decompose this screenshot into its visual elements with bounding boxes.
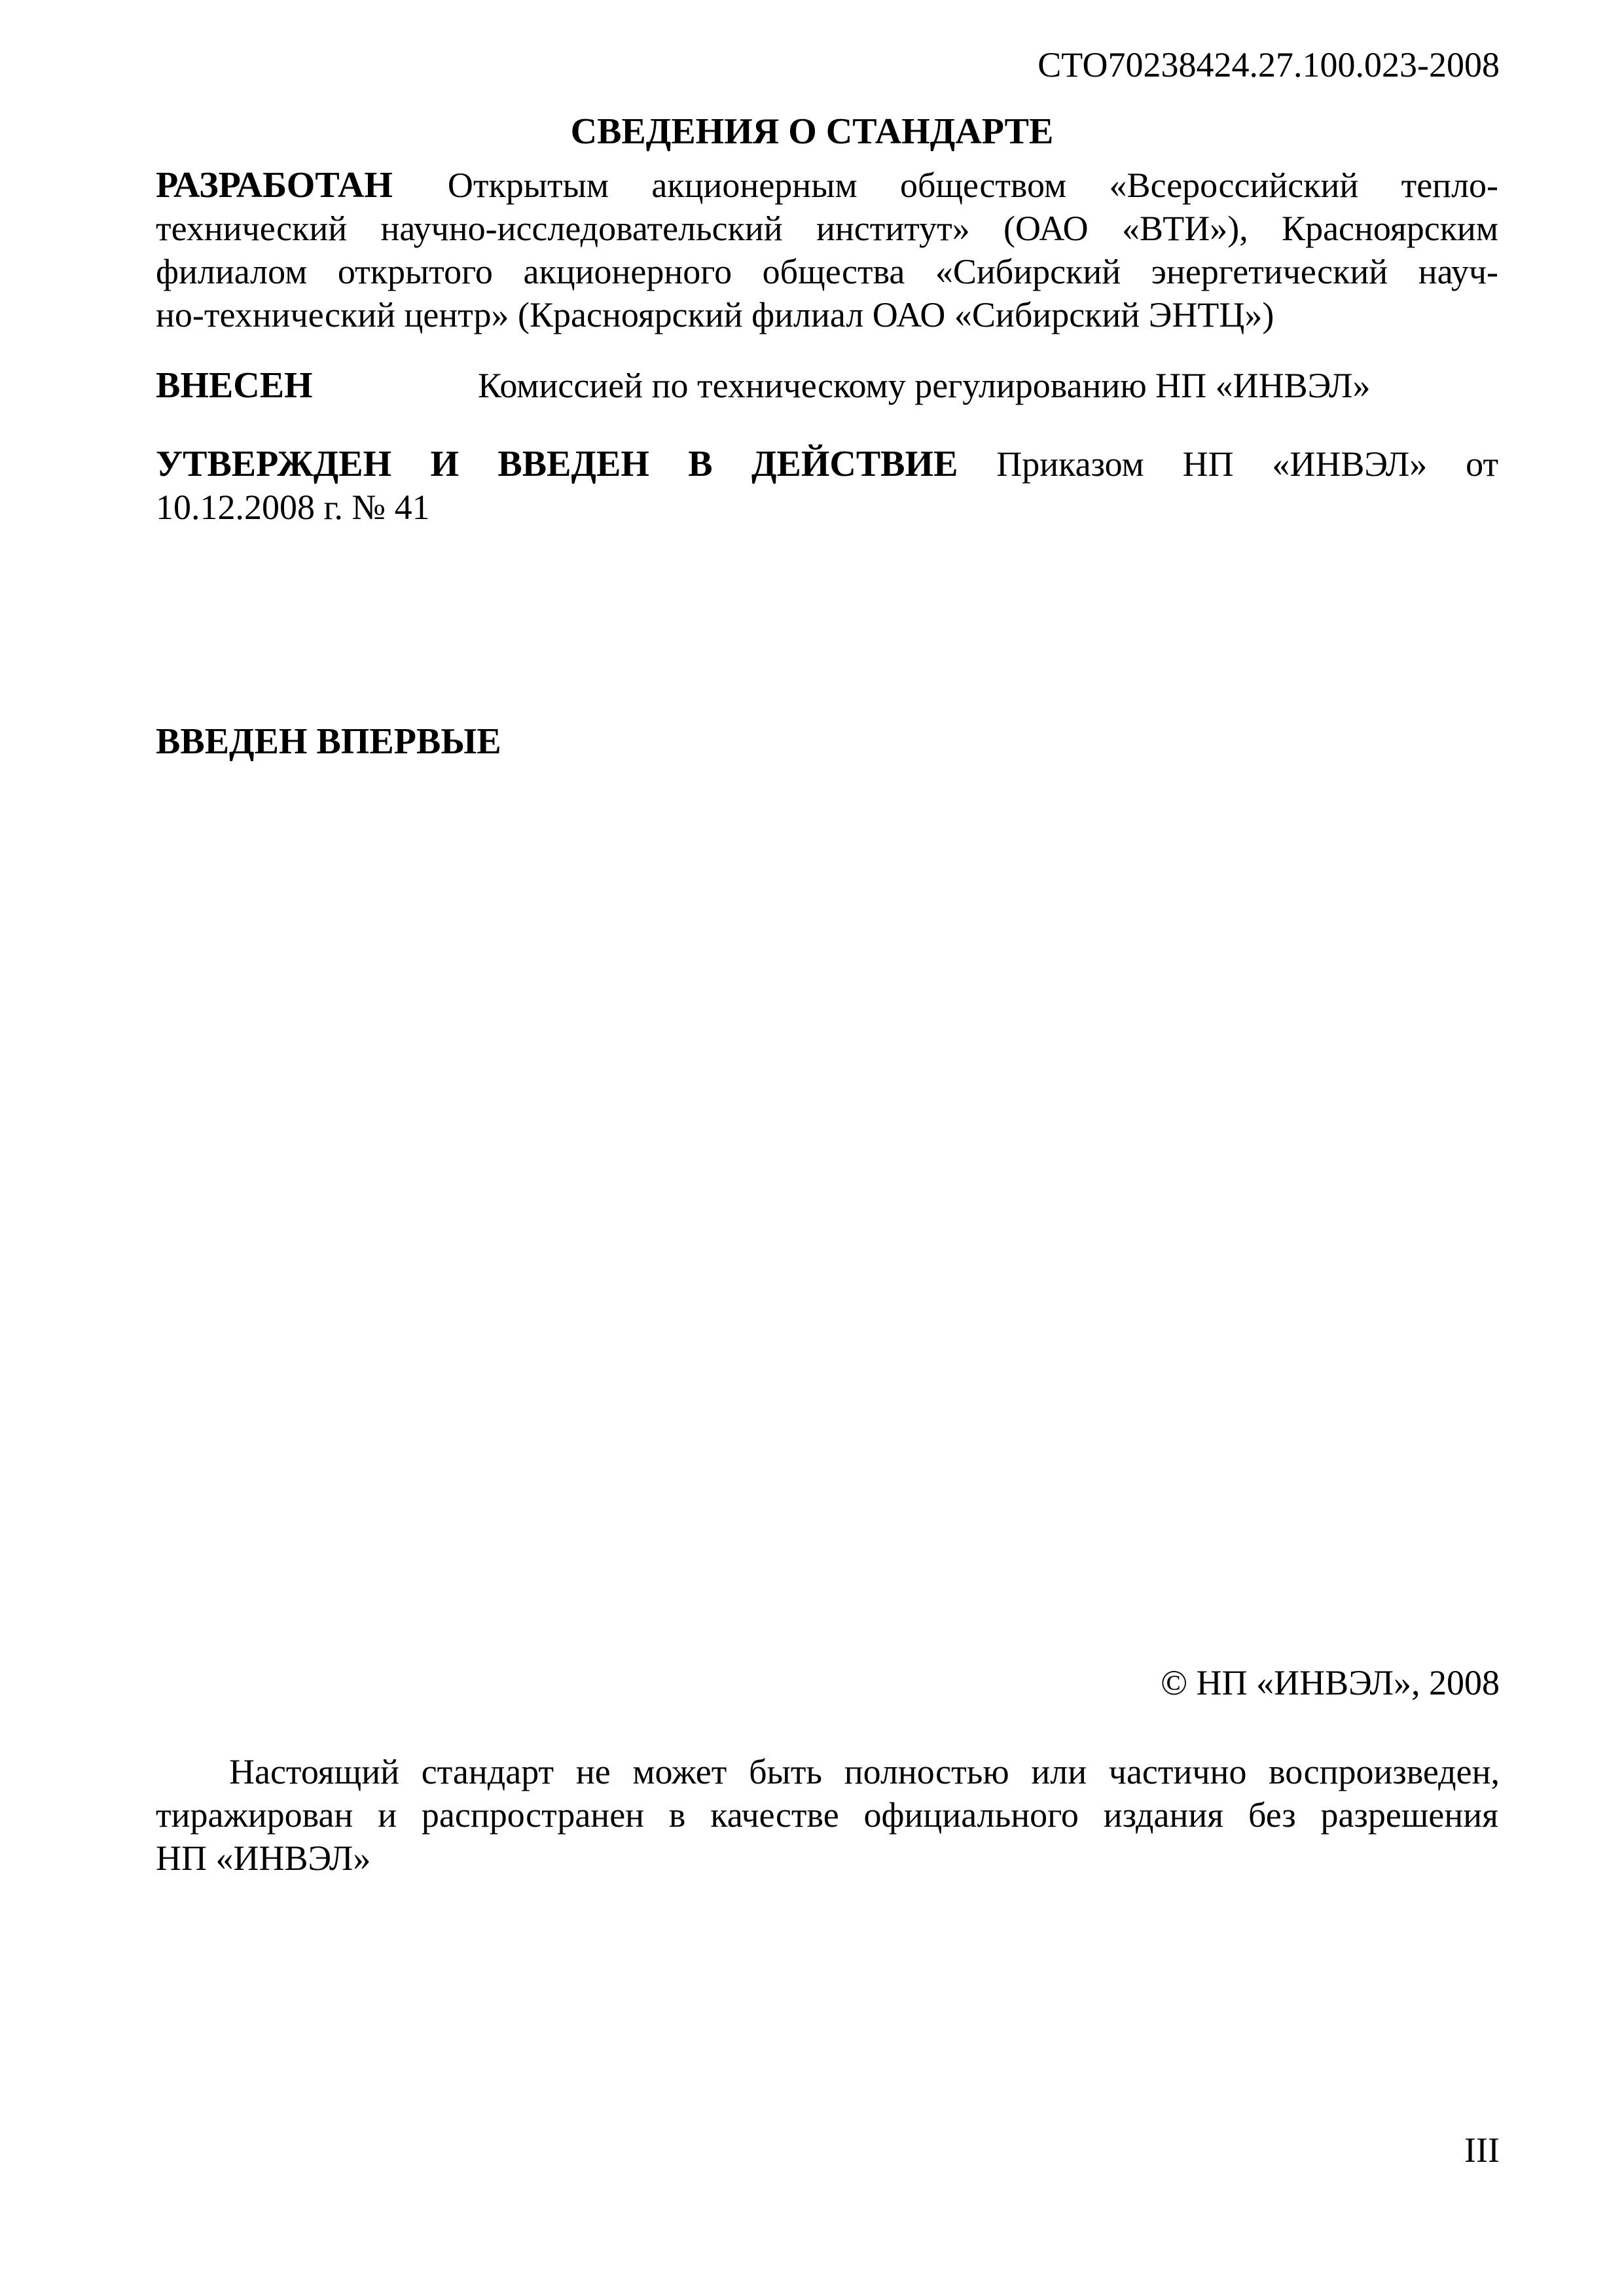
developed-line-4: но-технический центр» (Красноярский филиал ОАО «Сибирский ЭНТЦ») (156, 295, 1274, 334)
document-code: СТО70238424.27.100.023-2008 (1038, 45, 1500, 84)
developed-text-line-1: Открытым акционерным обществом «Всероссийский тепло- (447, 166, 1498, 205)
page-number: III (1464, 2130, 1500, 2170)
developed-label: РАЗРАБОТАН (156, 165, 393, 206)
notice-line-2: тиражирован и распространен в качестве официального издания без разрешения (156, 1795, 1498, 1835)
notice-line-3: НП «ИНВЭЛ» (156, 1839, 371, 1878)
approved-word-4: от (1466, 444, 1499, 484)
developed-line-1 (156, 164, 1498, 207)
approved-word-1: Приказом (996, 444, 1144, 484)
approved-word-2: НП (1182, 444, 1234, 484)
approved-line-1 (156, 442, 1498, 486)
developed-line-2: технический научно-исследовательский институт» (ОАО «ВТИ»), Красноярским (156, 209, 1498, 248)
introduced-first-time: ВВЕДЕН ВПЕРВЫЕ (156, 721, 501, 762)
developed-line-3: филиалом открытого акционерного общества «Сибирский энергетический науч- (156, 252, 1498, 291)
section-title: СВЕДЕНИЯ О СТАНДАРТЕ (570, 111, 1054, 152)
notice-line-1: Настоящий стандарт не может быть полностью или частично воспроизведен, (229, 1752, 1500, 1791)
approved-line-2: 10.12.2008 г. № 41 (156, 488, 430, 527)
approved-label: УТВЕРЖДЕН И ВВЕДЕН В ДЕЙСТВИЕ (156, 444, 958, 484)
submitted-label: ВНЕСЕН (156, 365, 313, 406)
copyright-notice: © НП «ИНВЭЛ», 2008 (1161, 1663, 1500, 1702)
approved-word-3: «ИНВЭЛ» (1272, 444, 1428, 484)
submitted-value: Комиссией по техническому регулированию НП «ИНВЭЛ» (478, 366, 1371, 405)
